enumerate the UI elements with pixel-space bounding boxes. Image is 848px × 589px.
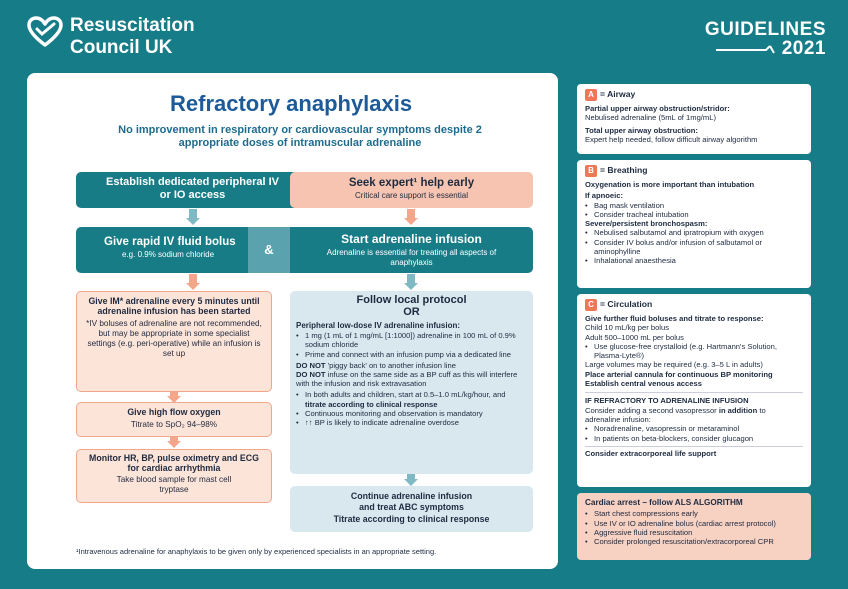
infusion-title: Start adrenaline infusion xyxy=(341,232,482,246)
circulation-heading-4: IF REFRACTORY TO ADRENALINE INFUSION xyxy=(585,396,749,406)
list-item: • Use glucose-free crystalloid (e.g. Hartmann's Solution, Plasma-Lyte®) xyxy=(585,342,803,361)
oxygen-box xyxy=(76,402,272,437)
expert-box xyxy=(290,172,533,208)
circulation-heading-5: Consider extracorporeal life support xyxy=(585,448,717,458)
protocol-or: OR xyxy=(403,306,420,318)
org-name-line1: Resuscitation xyxy=(70,15,195,36)
list-item: • Continuous monitoring and observation is mandatory xyxy=(296,409,527,418)
do-not-line-1 xyxy=(296,361,527,370)
breathing-list-2 xyxy=(585,228,803,265)
list-item: • 1 mg (1 mL of 1 mg/mL [1:1000]) adrenaline in 100 mL of 0.9% sodium chloride xyxy=(296,331,527,349)
airway-text-2: Expert help needed, follow difficult airway algorithm xyxy=(585,134,758,144)
list-item: • Consider IV bolus and/or infusion of salbutamol or aminophylline xyxy=(585,238,803,257)
list-item: • Prime and connect with an infusion pump via a dedicated line xyxy=(296,350,527,359)
im-title: Give IM* adrenaline every 5 minutes until adrenaline infusion has been started xyxy=(88,296,260,316)
heart-logo-icon xyxy=(27,16,63,48)
guidelines-label: GUIDELINES xyxy=(704,19,826,40)
protocol-list-1 xyxy=(296,331,527,359)
list-item: • Start chest compressions early xyxy=(585,509,803,518)
protocol-title: Follow local protocol xyxy=(356,294,467,306)
breathing-title: = Breathing xyxy=(600,165,648,175)
cardiac-arrest-box xyxy=(577,493,811,560)
guidelines-year: 2021 xyxy=(781,38,826,59)
continue-line1: Continue adrenaline infusion xyxy=(350,491,473,501)
arrow-head-icon xyxy=(404,479,418,486)
list-item-bold: titrate according to clinical response xyxy=(305,399,438,409)
airway-text-1: Nebulised adrenaline (5mL of 1mg/mL) xyxy=(585,113,716,123)
and-box xyxy=(248,227,290,273)
access-box xyxy=(76,172,309,208)
do-not-label: DO NOT xyxy=(296,370,326,380)
circulation-text-1: Child 10 mL/kg per bolus xyxy=(585,323,669,333)
arrow-down-icon xyxy=(407,209,415,218)
list-item: • Noradrenaline, vasopressin or metaraminol xyxy=(585,424,803,433)
fluid-box xyxy=(76,227,248,273)
circulation-list-2 xyxy=(585,424,803,443)
arrest-title: Cardiac arrest – follow ALS ALGORITHM xyxy=(585,498,743,507)
fluid-title: Give rapid IV fluid bolus xyxy=(104,236,236,248)
circulation-heading-1: Give further fluid boluses and titrate to response: xyxy=(585,314,764,323)
text-part: Consider adding a second vasopressor xyxy=(585,405,719,415)
footnote: ¹Intravenous adrenaline for anaphylaxis to be given only by experienced specialists in an appropriate setting. xyxy=(76,547,437,556)
page-title: Refractory anaphylaxis xyxy=(170,91,413,116)
text-part: to adrenaline infusion: xyxy=(585,405,766,424)
expert-sub: Critical care support is essential xyxy=(355,191,468,200)
airway-badge: A xyxy=(585,89,597,101)
list-item: • Consider prolonged resuscitation/extracorporeal CPR xyxy=(585,537,803,546)
circulation-title: = Circulation xyxy=(600,299,653,309)
monitor-box xyxy=(76,449,272,503)
text-bold: in addition xyxy=(718,405,758,415)
continue-box xyxy=(290,486,533,532)
do-not-text: infuse on the same side as a BP cuff as this will interfere with the infusion and risk extravasation xyxy=(296,370,518,389)
breathing-heading-2: If apnoeic: xyxy=(585,191,623,201)
circulation-box xyxy=(577,294,811,487)
oxygen-sub: Titrate to SpO₂ 94–98% xyxy=(130,420,218,429)
arrow-head-icon xyxy=(186,218,200,225)
arrow-down-icon xyxy=(189,209,197,218)
circulation-text-4 xyxy=(585,406,803,425)
protocol-heading: Peripheral low-dose IV adrenaline infusion: xyxy=(296,321,461,330)
do-not-label: DO NOT xyxy=(296,360,326,370)
list-item: • Nebulised salbutamol and ipratropium with oxygen xyxy=(585,228,803,237)
airway-title: = Airway xyxy=(600,89,636,99)
im-note: *IV boluses of adrenaline are not recommended, but may be appropriate in some specialist settings (e.g. peri-operative) while an infusion is set up xyxy=(86,319,262,358)
breathing-heading-1: Oxygenation is more important than intubation xyxy=(585,180,755,189)
protocol-box xyxy=(290,291,533,474)
org-name-line2: Council UK xyxy=(70,37,173,58)
list-item: • Use IV or IO adrenaline bolus (cardiac arrest protocol) xyxy=(585,519,803,528)
list-item-text: In both adults and children, start at 0.5–1.0 mL/kg/hour, and xyxy=(305,390,506,400)
breathing-badge: B xyxy=(585,165,597,177)
airway-box xyxy=(577,84,811,154)
and-label: & xyxy=(264,242,274,257)
arrow-down-icon xyxy=(407,274,415,283)
guidelines-badge xyxy=(705,20,826,58)
protocol-list-2 xyxy=(296,390,527,427)
fluid-sub: e.g. 0.9% sodium chloride xyxy=(122,250,215,259)
circulation-text-3: Large volumes may be required (e.g. 3–5 L in adults) xyxy=(585,360,763,370)
arrow-head-icon xyxy=(404,218,418,225)
circulation-badge: C xyxy=(585,299,597,311)
airway-heading-1: Partial upper airway obstruction/stridor: xyxy=(585,104,730,113)
arrest-list xyxy=(585,509,803,546)
infusion-box xyxy=(290,227,533,273)
continue-line3: Titrate according to clinical response xyxy=(333,514,490,524)
oxygen-title: Give high flow oxygen xyxy=(127,407,221,417)
circulation-text-2: Adult 500–1000 mL per bolus xyxy=(585,332,684,342)
org-name xyxy=(70,15,195,59)
circulation-list-1 xyxy=(585,342,803,361)
breathing-box xyxy=(577,160,811,288)
airway-heading-2: Total upper airway obstruction: xyxy=(585,125,698,135)
arrow-head-icon xyxy=(167,441,181,448)
list-item: • Inhalational anaesthesia xyxy=(585,256,803,265)
arrow-head-icon xyxy=(404,283,418,290)
breathing-list-1 xyxy=(585,201,803,220)
monitor-title: Monitor HR, BP, pulse oximetry and ECG for cardiac arrhythmia xyxy=(89,453,259,473)
list-item: • Aggressive fluid resuscitation xyxy=(585,528,803,537)
list-item: • Bag mask ventilation xyxy=(585,201,803,210)
breathing-heading-3: Severe/persistent bronchospasm: xyxy=(585,219,708,229)
list-item xyxy=(296,390,527,408)
list-item: • Consider tracheal intubation xyxy=(585,210,803,219)
page-subtitle: No improvement in respiratory or cardiovascular symptoms despite 2 appropriate doses of intramuscular adrenaline xyxy=(118,124,482,149)
do-not-text: 'piggy back' on to another infusion line xyxy=(325,360,456,370)
arrow-down-icon xyxy=(189,274,197,283)
circulation-heading-2: Place arterial cannula for continuous BP monitoring xyxy=(585,369,773,379)
monitor-sub: Take blood sample for mast cell tryptase xyxy=(116,475,232,494)
list-item: • ↑↑ BP is likely to indicate adrenaline overdose xyxy=(296,418,527,427)
infusion-sub: Adrenaline is essential for treating all aspects of anaphylaxis xyxy=(326,248,497,267)
tick-line-icon xyxy=(716,44,778,54)
access-title: Establish dedicated peripheral IV or IO access xyxy=(106,176,279,201)
do-not-line-2 xyxy=(296,370,527,388)
continue-line2: and treat ABC symptoms xyxy=(359,501,464,512)
circulation-heading-3: Establish central venous access xyxy=(585,379,702,389)
list-item: • In patients on beta-blockers, consider glucagon xyxy=(585,434,803,443)
im-box xyxy=(76,291,272,392)
arrow-head-icon xyxy=(186,283,200,290)
expert-title: Seek expert¹ help early xyxy=(348,177,475,189)
